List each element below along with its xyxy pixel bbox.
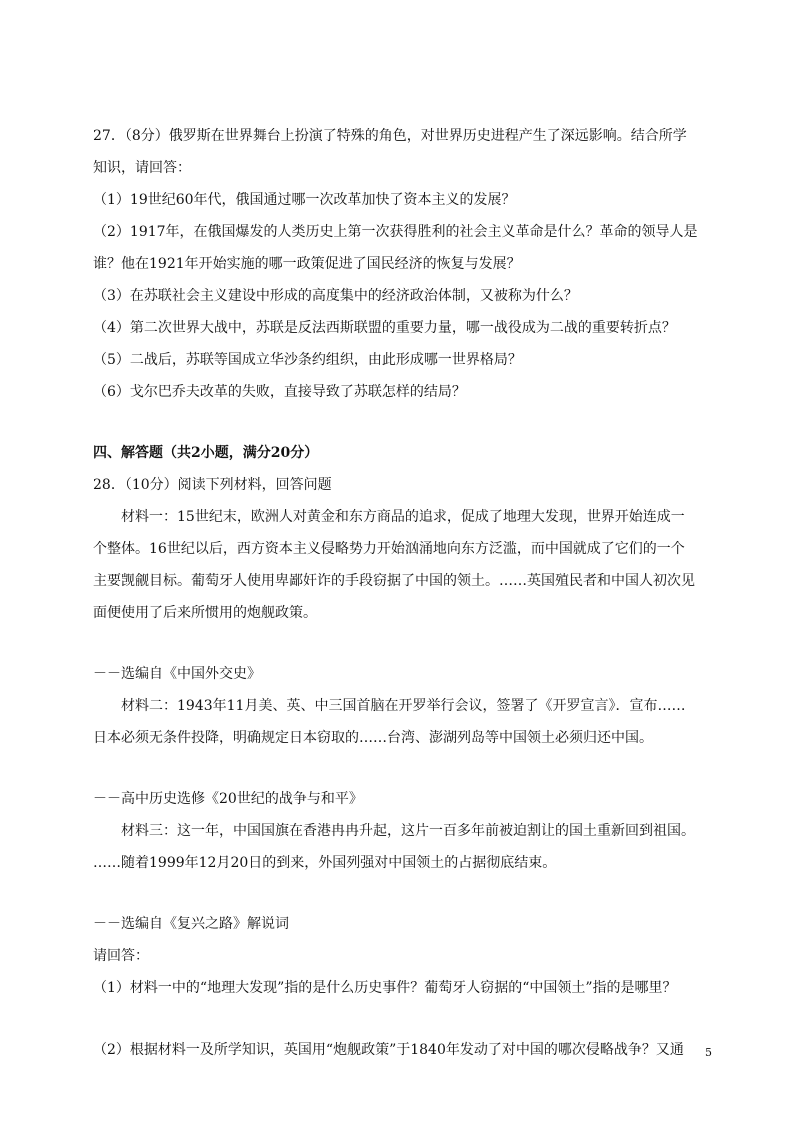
- q27-sub2-line2: 谁？他在1921年开始实施的哪一政策促进了国民经济的恢复与发展？: [93, 256, 521, 272]
- q28-sub1: （1）材料一中的“地理大发现”指的是什么历史事件？葡萄牙人窃据的“中国领土”指的是哪里？: [93, 980, 677, 996]
- q27-sub3: （3）在苏联社会主义建设中形成的高度集中的经济政治体制，又被称为什么？: [93, 288, 578, 304]
- q28-material3-line1: 材料三：这一年，中国国旗在香港冉冉升起，这片一百多年前被迫割让的国土重新回到祖国。: [121, 823, 695, 839]
- q28-source2: －－高中历史选修《20世纪的战争与和平》: [93, 791, 363, 807]
- q28-ask: 请回答：: [93, 948, 149, 964]
- q28-material2-line1: 材料二：1943年11月美、英、中三国首脑在开罗举行会议，签署了《开罗宣言》．宣布……: [121, 698, 686, 714]
- q27-stem-line1: 27．（8分）俄罗斯在世界舞台上扮演了特殊的角色，对世界历史进程产生了深远影响。结合所学: [93, 128, 687, 144]
- q27-sub1: （1）19世纪60年代，俄国通过哪一次改革加快了资本主义的发展？: [93, 192, 516, 208]
- q27-sub4: （4）第二次世界大战中，苏联是反法西斯联盟的重要力量，哪一战役成为二战的重要转折点？: [93, 320, 676, 336]
- q28-material2-line2: 日本必须无条件投降，明确规定日本窃取的……台湾、澎湖列岛等中国领土必须归还中国。: [93, 730, 653, 746]
- q28-material1-line1: 材料一：15世纪末，欧洲人对黄金和东方商品的追求，促成了地理大发现，世界开始连成一: [121, 509, 685, 525]
- q28-source3: －－选编自《复兴之路》解说词: [93, 916, 289, 932]
- q28-sub2: （2）根据材料一及所学知识，英国用“炮舰政策”于1840年发动了对中国的哪次侵略战争？又通: [93, 1042, 684, 1058]
- q28-source1: －－选编自《中国外交史》: [93, 666, 261, 682]
- q28-intro: 28．（10分）阅读下列材料，回答问题: [93, 477, 332, 493]
- q28-material1-line3: 主要觊觎目标。葡萄牙人使用卑鄙奸诈的手段窃据了中国的领土。……英国殖民者和中国人初次见: [93, 573, 695, 589]
- q28-material1-line4: 面便使用了后来所惯用的炮舰政策。: [93, 605, 317, 621]
- q28-material1-line2: 个整体。16世纪以后，西方资本主义侵略势力开始汹涌地向东方泛滥，而中国就成了它们的一个: [93, 541, 685, 557]
- q27-sub6: （6）戈尔巴乔夫改革的失败，直接导致了苏联怎样的结局？: [93, 384, 466, 400]
- section-heading: 四、解答题（共2小题，满分20分）: [93, 445, 319, 461]
- q27-sub5: （5）二战后，苏联等国成立华沙条约组织，由此形成哪一世界格局？: [93, 352, 522, 368]
- q27-stem-line2: 知识，请回答：: [93, 160, 191, 176]
- page-number: 5: [705, 1046, 712, 1059]
- q27-sub2-line1: （2）1917年，在俄国爆发的人类历史上第一次获得胜利的社会主义革命是什么？革命的领导人是: [93, 224, 698, 240]
- q28-material3-line2: ……随着1999年12月20日的到来，外国列强对中国领土的占据彻底结束。: [93, 855, 557, 871]
